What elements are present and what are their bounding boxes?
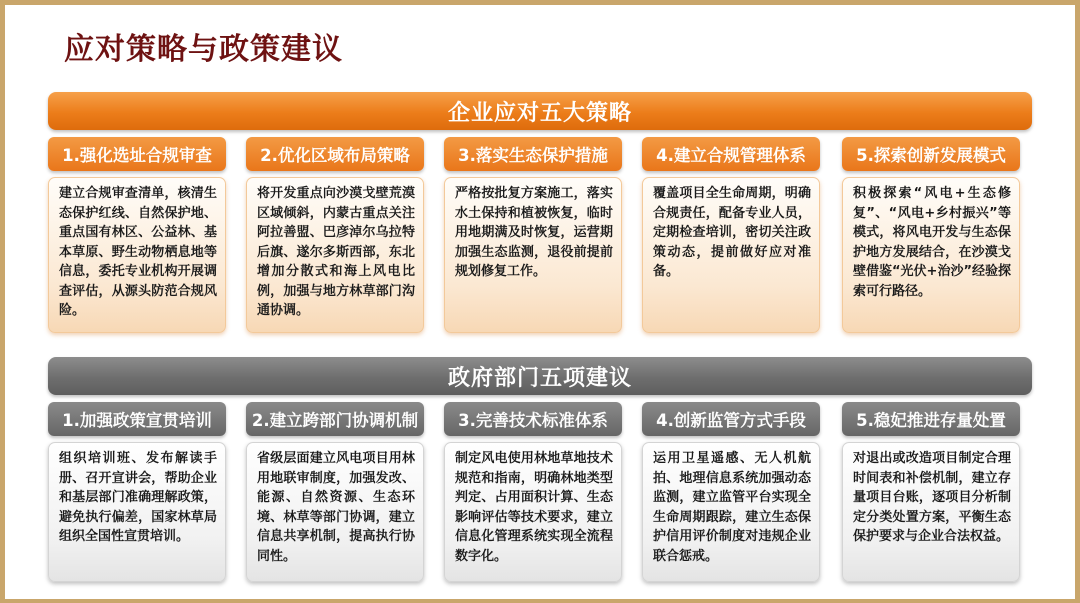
enterprise-card-5 bbox=[842, 137, 1020, 333]
government-card-body: 制定风电使用林地草地技术规范和指南，明确林地类型判定、占用面积计算、生态影响评估等技术要求，建立信息化管理系统实现全流程数字化。 bbox=[444, 442, 622, 582]
enterprise-card-1 bbox=[48, 137, 226, 333]
enterprise-card-body: 将开发重点向沙漠戈壁荒漠区域倾斜，内蒙古重点关注阿拉善盟、巴彦淖尔乌拉特后旗、遂尔多斯西部，东北增加分散式和海上风电比例，加强与地方林草部门沟通协调。 bbox=[246, 177, 424, 333]
government-card-4 bbox=[642, 402, 820, 582]
government-card-title: 5.稳妃推进存量处置 bbox=[842, 402, 1020, 436]
enterprise-card-4 bbox=[642, 137, 820, 333]
government-card-2 bbox=[246, 402, 424, 582]
enterprise-card-2 bbox=[246, 137, 424, 333]
enterprise-card-3 bbox=[444, 137, 622, 333]
enterprise-card-title: 4.建立合规管理体系 bbox=[642, 137, 820, 171]
enterprise-card-body: 积极探索“风电+生态修复”、“风电+乡村振兴”等模式，将风电开发与生态保护地方发展结合，在沙漠戈壁借鉴“光伏+治沙”经验探索可行路径。 bbox=[842, 177, 1020, 333]
enterprise-card-body: 严格按批复方案施工，落实水土保持和植被恢复，临时用地期满及时恢复，运营期加强生态监测，退役前提前规划修复工作。 bbox=[444, 177, 622, 333]
enterprise-card-body: 覆盖项目全生命周期，明确合规责任，配备专业人员，定期检查培训，密切关注政策动态，提前做好应对准备。 bbox=[642, 177, 820, 333]
government-card-body: 省级层面建立风电项目用林用地联审制度，加强发改、能源、自然资源、生态环境、林草等部门协调，建立信息共享机制，提高执行协同性。 bbox=[246, 442, 424, 582]
enterprise-card-title: 1.强化选址合规审查 bbox=[48, 137, 226, 171]
government-card-title: 4.创新监管方式手段 bbox=[642, 402, 820, 436]
enterprise-card-title: 5.探索创新发展模式 bbox=[842, 137, 1020, 171]
enterprise-card-title: 2.优化区域布局策略 bbox=[246, 137, 424, 171]
enterprise-card-body: 建立合规审查清单，核清生态保护红线、自然保护地、重点国有林区、公益林、基本草原、野生动物栖息地等信息，委托专业机构开展调查评估，从源头防范合规风险。 bbox=[48, 177, 226, 333]
government-card-body: 组织培训班、发布解读手册、召开宣讲会，帮助企业和基层部门准确理解政策，避免执行偏差，国家林草局组织全国性宣贯培训。 bbox=[48, 442, 226, 582]
government-card-body: 对退出或改造项目制定合理时间表和补偿机制，建立存量项目台账，逐项目分析制定分类处置方案，平衡生态保护要求与企业合法权益。 bbox=[842, 442, 1020, 582]
government-card-title: 2.建立跨部门协调机制 bbox=[246, 402, 424, 436]
enterprise-banner: 企业应对五大策略 bbox=[48, 92, 1032, 130]
government-card-5 bbox=[842, 402, 1020, 582]
government-card-title: 1.加强政策宣贯培训 bbox=[48, 402, 226, 436]
government-card-1 bbox=[48, 402, 226, 582]
enterprise-card-title: 3.落实生态保护措施 bbox=[444, 137, 622, 171]
page-title: 应对策略与政策建议 bbox=[64, 32, 343, 67]
government-card-body: 运用卫星遥感、无人机航拍、地理信息系统加强动态监测，建立监管平台实现全生命周期跟踪，建立生态保护信用评价制度对违规企业联合惩戒。 bbox=[642, 442, 820, 582]
government-card-3 bbox=[444, 402, 622, 582]
government-banner: 政府部门五项建议 bbox=[48, 357, 1032, 395]
government-card-title: 3.完善技术标准体系 bbox=[444, 402, 622, 436]
